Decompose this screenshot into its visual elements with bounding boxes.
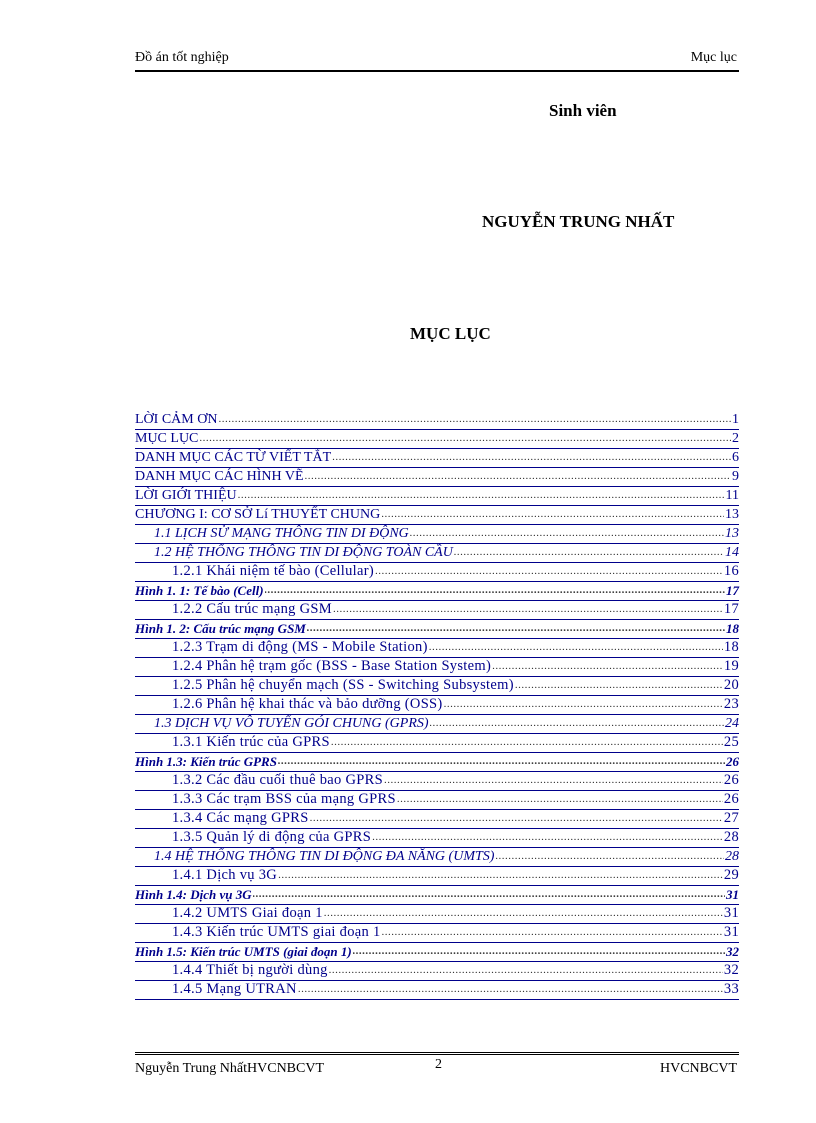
toc-entry[interactable] <box>135 848 739 867</box>
toc-entry-title: 1.2.6 Phân hệ khai thác và bảo dưỡng (OSS) <box>172 696 443 712</box>
toc-entry-page: 26 <box>723 772 739 788</box>
toc-entry-title: Hình 1. 1: Tế bào (Cell) <box>135 583 264 598</box>
toc-entry-title: 1.4.5 Mạng UTRAN <box>172 981 297 997</box>
toc-entry-title: DANH MỤC CÁC HÌNH VẼ <box>135 469 304 484</box>
toc-entry-page: 17 <box>723 601 739 617</box>
toc-leader-dots <box>332 448 731 467</box>
toc-entry-page: 32 <box>723 962 739 978</box>
toc-entry-page: 18 <box>723 639 739 655</box>
toc-entry[interactable] <box>135 658 739 677</box>
toc-entry-page: 29 <box>723 867 739 883</box>
toc-leader-dots <box>397 790 723 809</box>
toc-entry-page: 14 <box>725 545 739 560</box>
toc-entry-page: 13 <box>725 526 739 541</box>
toc-leader-dots <box>454 543 724 562</box>
header-document-type: Đồ án tốt nghiệp <box>135 50 229 65</box>
toc-entry-page: 31 <box>723 905 739 921</box>
toc-entry[interactable] <box>135 753 739 772</box>
toc-entry-page: 27 <box>723 810 739 826</box>
toc-leader-dots <box>199 429 731 448</box>
toc-entry-page: 1 <box>732 412 739 427</box>
toc-entry[interactable] <box>135 411 739 430</box>
toc-leader-dots <box>329 961 723 980</box>
toc-entry[interactable] <box>135 886 739 905</box>
footer-page-number: 2 <box>435 1057 442 1072</box>
toc-entry-title: 1.4.2 UMTS Giai đoạn 1 <box>172 905 323 921</box>
toc-entry-page: 24 <box>725 716 739 731</box>
toc-entry-page: 33 <box>723 981 739 997</box>
toc-entry[interactable] <box>135 962 739 981</box>
toc-entry-page: 32 <box>726 944 739 959</box>
toc-entry-page: 20 <box>723 677 739 693</box>
toc-entry[interactable] <box>135 677 739 696</box>
toc-entry-page: 31 <box>723 924 739 940</box>
page-header <box>135 50 739 72</box>
toc-entry[interactable] <box>135 867 739 886</box>
toc-entry-title: 1.2.2 Cấu trúc mạng GSM <box>172 601 332 617</box>
toc-entry[interactable] <box>135 734 739 753</box>
toc-entry-title: 1.1 LỊCH SỬ MẠNG THÔNG TIN DI ĐỘNG <box>154 526 409 541</box>
toc-entry-page: 31 <box>726 887 739 902</box>
toc-entry-page: 28 <box>725 849 739 864</box>
toc-leader-dots <box>331 733 723 752</box>
toc-entry-page: 18 <box>726 621 739 636</box>
toc-entry-page: 26 <box>726 754 739 769</box>
toc-entry[interactable] <box>135 487 739 506</box>
toc-title: MỤC LỤC <box>410 324 491 343</box>
toc-entry-title: Hình 1. 2: Cấu trúc mạng GSM <box>135 621 306 636</box>
toc-entry[interactable] <box>135 696 739 715</box>
toc-entry-page: 13 <box>725 507 739 522</box>
toc-leader-dots <box>382 923 723 942</box>
toc-entry-title: Hình 1.4: Dịch vụ 3G <box>135 887 252 902</box>
toc-entry-title: 1.3.1 Kiến trúc của GPRS <box>172 734 330 750</box>
toc-entry-page: 6 <box>732 450 739 465</box>
toc-entry-title: Hình 1.5: Kiến trúc UMTS (giai đoạn 1) <box>135 944 352 959</box>
toc-leader-dots <box>372 828 723 847</box>
toc-entry[interactable] <box>135 430 739 449</box>
toc-entry-title: 1.3.2 Các đầu cuối thuê bao GPRS <box>172 772 383 788</box>
toc-entry[interactable] <box>135 981 739 1000</box>
toc-leader-dots <box>310 809 723 828</box>
toc-entry[interactable] <box>135 563 739 582</box>
toc-entry[interactable] <box>135 905 739 924</box>
toc-entry[interactable] <box>135 791 739 810</box>
toc-entry-page: 25 <box>723 734 739 750</box>
toc-leader-dots <box>410 524 724 543</box>
toc-leader-dots <box>278 752 725 771</box>
toc-entry-title: 1.3 DỊCH VỤ VÔ TUYẾN GÓI CHUNG (GPRS) <box>154 716 429 731</box>
toc-entry-title: 1.2.5 Phân hệ chuyển mạch (SS - Switching Subsystem) <box>172 677 514 693</box>
toc-entry[interactable] <box>135 601 739 620</box>
toc-entry-title: 1.2.1 Khái niệm tế bào (Cellular) <box>172 563 374 579</box>
toc-entry[interactable] <box>135 620 739 639</box>
toc-leader-dots <box>430 714 724 733</box>
toc-entry[interactable] <box>135 715 739 734</box>
toc-leader-dots <box>333 600 723 619</box>
toc-leader-dots <box>384 771 723 790</box>
toc-entry[interactable] <box>135 772 739 791</box>
toc-entry-title: DANH MỤC CÁC TỪ VIẾT TẮT <box>135 450 332 465</box>
toc-entry-page: 9 <box>732 469 739 484</box>
toc-entry-page: 17 <box>726 583 739 598</box>
toc-entry-title: Hình 1.3: Kiến trúc GPRS <box>135 754 277 769</box>
toc-entry-title: 1.2 HỆ THỐNG THÔNG TIN DI ĐỘNG TOÀN CẦU <box>154 545 453 560</box>
toc-entry-title: CHƯƠNG I: CƠ SỞ Lí THUYẾT CHUNG <box>135 507 381 522</box>
toc-entry-page: 11 <box>725 488 739 503</box>
toc-entry-title: 1.4 HỆ THỐNG THÔNG TIN DI ĐỘNG ĐA NĂNG (UMTS) <box>154 849 495 864</box>
toc-entry[interactable] <box>135 639 739 658</box>
toc-entry-page: 26 <box>723 791 739 807</box>
toc-leader-dots <box>265 581 725 600</box>
footer-institution: HVCNBCVT <box>659 1061 737 1076</box>
toc-leader-dots <box>492 657 723 676</box>
table-of-contents <box>135 411 739 1000</box>
toc-entry[interactable] <box>135 943 739 962</box>
toc-leader-dots <box>515 676 723 695</box>
toc-leader-dots <box>375 562 723 581</box>
author-name: NGUYỄN TRUNG NHẤT <box>482 212 675 231</box>
toc-leader-dots <box>278 866 723 885</box>
toc-leader-dots <box>429 638 723 657</box>
toc-leader-dots <box>218 410 731 429</box>
student-label: Sinh viên <box>549 101 617 120</box>
toc-leader-dots <box>238 486 725 505</box>
toc-entry[interactable] <box>135 924 739 943</box>
toc-entry[interactable] <box>135 506 739 525</box>
toc-entry-title: 1.3.5 Quản lý di động của GPRS <box>172 829 372 845</box>
footer-author: Nguyễn Trung NhấtHVCNBCVT <box>135 1061 325 1076</box>
toc-entry-title: 1.4.3 Kiến trúc UMTS giai đoạn 1 <box>172 924 381 940</box>
toc-entry-title: 1.2.3 Trạm di động (MS - Mobile Station) <box>172 639 428 655</box>
toc-leader-dots <box>305 467 731 486</box>
toc-entry[interactable] <box>135 582 739 601</box>
toc-entry[interactable] <box>135 468 739 487</box>
toc-leader-dots <box>353 942 725 961</box>
page-footer <box>135 1052 739 1079</box>
toc-leader-dots <box>298 980 723 999</box>
toc-entry-page: 19 <box>723 658 739 674</box>
toc-entry[interactable] <box>135 810 739 829</box>
toc-leader-dots <box>381 505 724 524</box>
toc-leader-dots <box>495 847 724 866</box>
toc-leader-dots <box>253 885 725 904</box>
toc-entry[interactable] <box>135 544 739 563</box>
toc-leader-dots <box>307 619 725 638</box>
toc-entry-title: LỜI CẢM ƠN <box>135 412 218 427</box>
toc-entry-page: 16 <box>723 563 739 579</box>
toc-entry[interactable] <box>135 449 739 468</box>
toc-entry[interactable] <box>135 829 739 848</box>
toc-entry-page: 28 <box>723 829 739 845</box>
toc-entry-title: LỜI GIỚI THIỆU <box>135 488 237 503</box>
toc-entry-title: 1.3.3 Các trạm BSS của mạng GPRS <box>172 791 396 807</box>
toc-entry-title: 1.3.4 Các mạng GPRS <box>172 810 309 826</box>
toc-entry-page: 23 <box>723 696 739 712</box>
toc-entry[interactable] <box>135 525 739 544</box>
toc-entry-title: 1.4.1 Dịch vụ 3G <box>172 867 278 883</box>
header-section-name: Mục lục <box>690 50 737 65</box>
toc-entry-title: 1.4.4 Thiết bị người dùng <box>172 962 328 978</box>
toc-entry-title: MỤC LỤC <box>135 431 199 446</box>
toc-leader-dots <box>444 695 723 714</box>
toc-entry-title: 1.2.4 Phân hệ trạm gốc (BSS - Base Station System) <box>172 658 492 674</box>
toc-leader-dots <box>324 904 723 923</box>
toc-entry-page: 2 <box>732 431 739 446</box>
